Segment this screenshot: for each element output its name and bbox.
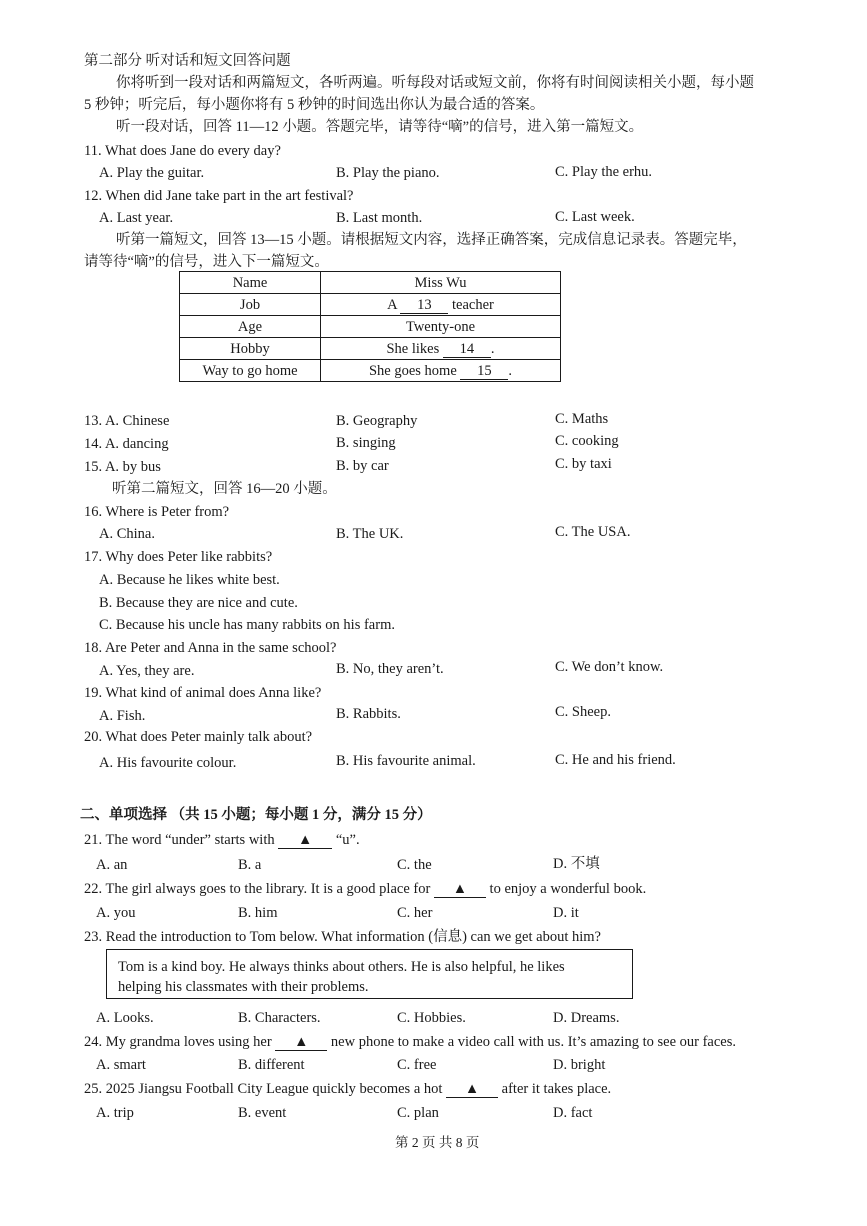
way-home-prefix: She goes home <box>368 362 457 379</box>
question-12: 12. When did Jane take part in the art festival? <box>84 188 354 204</box>
q18-option-b: B. No, they aren’t. <box>336 661 444 677</box>
q25-option-b: B. event <box>238 1105 287 1121</box>
q16-option-b: B. The UK. <box>336 526 404 542</box>
table-row <box>180 338 561 360</box>
table-label-job: Job <box>180 294 321 316</box>
table-row <box>180 316 561 338</box>
way-home-suffix: . <box>508 362 513 379</box>
q24-stem-end: new phone to make a video call with us. It’s amazing to see our faces. <box>330 1034 736 1050</box>
q25-stem-end: after it takes place. <box>501 1081 612 1097</box>
q24-stem: 24. My grandma loves using her <box>84 1034 272 1050</box>
answer-blank-25[interactable]: ▲ <box>446 1081 498 1098</box>
question-24 <box>84 1033 736 1051</box>
section2-title: 二、单项选择 （共 15 小题；每小题 1 分，满分 15 分） <box>80 807 432 823</box>
q17-option-a: A. Because he likes white best. <box>99 572 280 588</box>
q21-stem-end: “u”. <box>335 832 360 848</box>
tom-intro-line2: helping his classmates with their problems. <box>118 979 369 995</box>
q21-option-c: C. the <box>397 857 432 873</box>
table-header-name: Name <box>180 272 321 294</box>
question-23: 23. Read the introduction to Tom below. What information (信息) can we get about him? <box>84 929 601 945</box>
q22-option-b: B. him <box>238 905 278 921</box>
table-row <box>180 294 561 316</box>
part2-intro-line1: 你将听到一段对话和两篇短文，各听两遍。听每段对话或短文前，你将有时间阅读相关小题，每小题 <box>116 75 754 91</box>
hobby-suffix: . <box>490 340 495 357</box>
q17-option-c: C. Because his uncle has many rabbits on his farm. <box>99 617 395 633</box>
tom-introduction-box <box>106 949 633 999</box>
q25-option-c: C. plan <box>397 1105 439 1121</box>
part2-intro-line2: 5 秒钟；听完后，每小题你将有 5 秒钟的时间选出你认为最合适的答案。 <box>84 97 545 113</box>
q11-option-b: B. Play the piano. <box>336 165 440 181</box>
q21-option-a: A. an <box>96 857 128 873</box>
q18-option-a: A. Yes, they are. <box>99 663 195 679</box>
dialog-instruction: 听一段对话，回答 11—12 小题。答题完毕，请等待“嘀”的信号，进入第一篇短文。 <box>116 119 644 135</box>
question-14: 14. A. dancing <box>84 436 169 452</box>
q23-option-c: C. Hobbies. <box>397 1010 466 1026</box>
question-25 <box>84 1080 611 1098</box>
q20-option-b: B. His favourite animal. <box>336 753 476 769</box>
answer-blank-13[interactable]: 13 <box>400 297 448 314</box>
answer-blank-15[interactable]: 15 <box>460 363 508 380</box>
question-22 <box>84 880 646 898</box>
q20-option-a: A. His favourite colour. <box>99 755 237 771</box>
q19-option-a: A. Fish. <box>99 708 146 724</box>
q22-option-a: A. you <box>96 905 136 921</box>
q19-option-b: B. Rabbits. <box>336 706 401 722</box>
question-15: 15. A. by bus <box>84 459 161 475</box>
q15-option-c: C. by taxi <box>555 456 612 472</box>
q23-option-a: A. Looks. <box>96 1010 154 1026</box>
passage1-instruction-line1: 听第一篇短文，回答 13—15 小题。请根据短文内容，选择正确答案，完成信息记录表。答题完毕， <box>116 232 747 248</box>
table-value-job <box>321 294 561 316</box>
job-prefix: A <box>387 296 397 313</box>
page-footer: 第 2 页 共 8 页 <box>395 1135 480 1150</box>
answer-blank-22[interactable]: ▲ <box>434 881 486 898</box>
table-header-value: Miss Wu <box>321 272 561 294</box>
q24-option-a: A. smart <box>96 1057 146 1073</box>
q15-option-b: B. by car <box>336 458 389 474</box>
q13-option-b: B. Geography <box>336 413 418 429</box>
question-20: 20. What does Peter mainly talk about? <box>84 729 313 745</box>
q12-option-b: B. Last month. <box>336 210 423 226</box>
table-row <box>180 272 561 294</box>
q21-option-b: B. a <box>238 857 262 873</box>
question-13: 13. A. Chinese <box>84 413 170 429</box>
q16-option-a: A. China. <box>99 526 155 542</box>
passage1-instruction-line2: 请等待“嘀”的信号，进入下一篇短文。 <box>84 254 329 270</box>
q22-option-d: D. it <box>553 905 579 921</box>
question-16: 16. Where is Peter from? <box>84 504 230 520</box>
answer-blank-14[interactable]: 14 <box>443 341 491 358</box>
part2-title: 第二部分 听对话和短文回答问题 <box>84 53 291 69</box>
q14-option-c: C. cooking <box>555 433 619 449</box>
q11-option-c: C. Play the erhu. <box>555 164 653 180</box>
q18-option-c: C. We don’t know. <box>555 659 664 675</box>
q22-stem-end: to enjoy a wonderful book. <box>489 881 647 897</box>
q24-option-c: C. free <box>397 1057 437 1073</box>
q19-option-c: C. Sheep. <box>555 704 611 720</box>
q16-option-c: C. The USA. <box>555 524 631 540</box>
q14-option-b: B. singing <box>336 435 396 451</box>
table-value-age: Twenty-one <box>321 316 561 338</box>
question-18: 18. Are Peter and Anna in the same school? <box>84 640 337 656</box>
table-label-age: Age <box>180 316 321 338</box>
q22-stem: 22. The girl always goes to the library. It is a good place for <box>84 881 431 897</box>
hobby-prefix: She likes <box>386 340 440 357</box>
q25-option-a: A. trip <box>96 1105 134 1121</box>
q21-option-d: D. 不填 <box>553 856 600 872</box>
table-value-hobby <box>321 338 561 360</box>
q24-option-b: B. different <box>238 1057 305 1073</box>
question-19: 19. What kind of animal does Anna like? <box>84 685 322 701</box>
q20-option-c: C. He and his friend. <box>555 752 676 768</box>
table-label-way-home: Way to go home <box>180 360 321 382</box>
answer-blank-24[interactable]: ▲ <box>275 1034 327 1051</box>
table-value-way-home <box>321 360 561 382</box>
q21-stem: 21. The word “under” starts with <box>84 832 275 848</box>
q22-option-c: C. her <box>397 905 433 921</box>
question-17: 17. Why does Peter like rabbits? <box>84 549 273 565</box>
table-row <box>180 360 561 382</box>
q25-stem: 25. 2025 Jiangsu Football City League quickly becomes a hot <box>84 1081 443 1097</box>
q24-option-d: D. bright <box>553 1057 606 1073</box>
tom-intro-line1: Tom is a kind boy. He always thinks about others. He is also helpful, he likes <box>118 959 565 975</box>
table-label-hobby: Hobby <box>180 338 321 360</box>
q23-option-d: D. Dreams. <box>553 1010 620 1026</box>
q13-option-c: C. Maths <box>555 411 609 427</box>
q12-option-c: C. Last week. <box>555 209 635 225</box>
question-11: 11. What does Jane do every day? <box>84 143 281 159</box>
q23-option-b: B. Characters. <box>238 1010 321 1026</box>
info-record-table <box>179 271 561 382</box>
q25-option-d: D. fact <box>553 1105 593 1121</box>
q12-option-a: A. Last year. <box>99 210 174 226</box>
passage2-instruction: 听第二篇短文，回答 16—20 小题。 <box>112 481 337 497</box>
q11-option-a: A. Play the guitar. <box>99 165 205 181</box>
q17-option-b: B. Because they are nice and cute. <box>99 595 298 611</box>
answer-blank-21[interactable]: ▲ <box>278 832 332 849</box>
job-suffix: teacher <box>452 296 494 313</box>
question-21 <box>84 831 360 849</box>
